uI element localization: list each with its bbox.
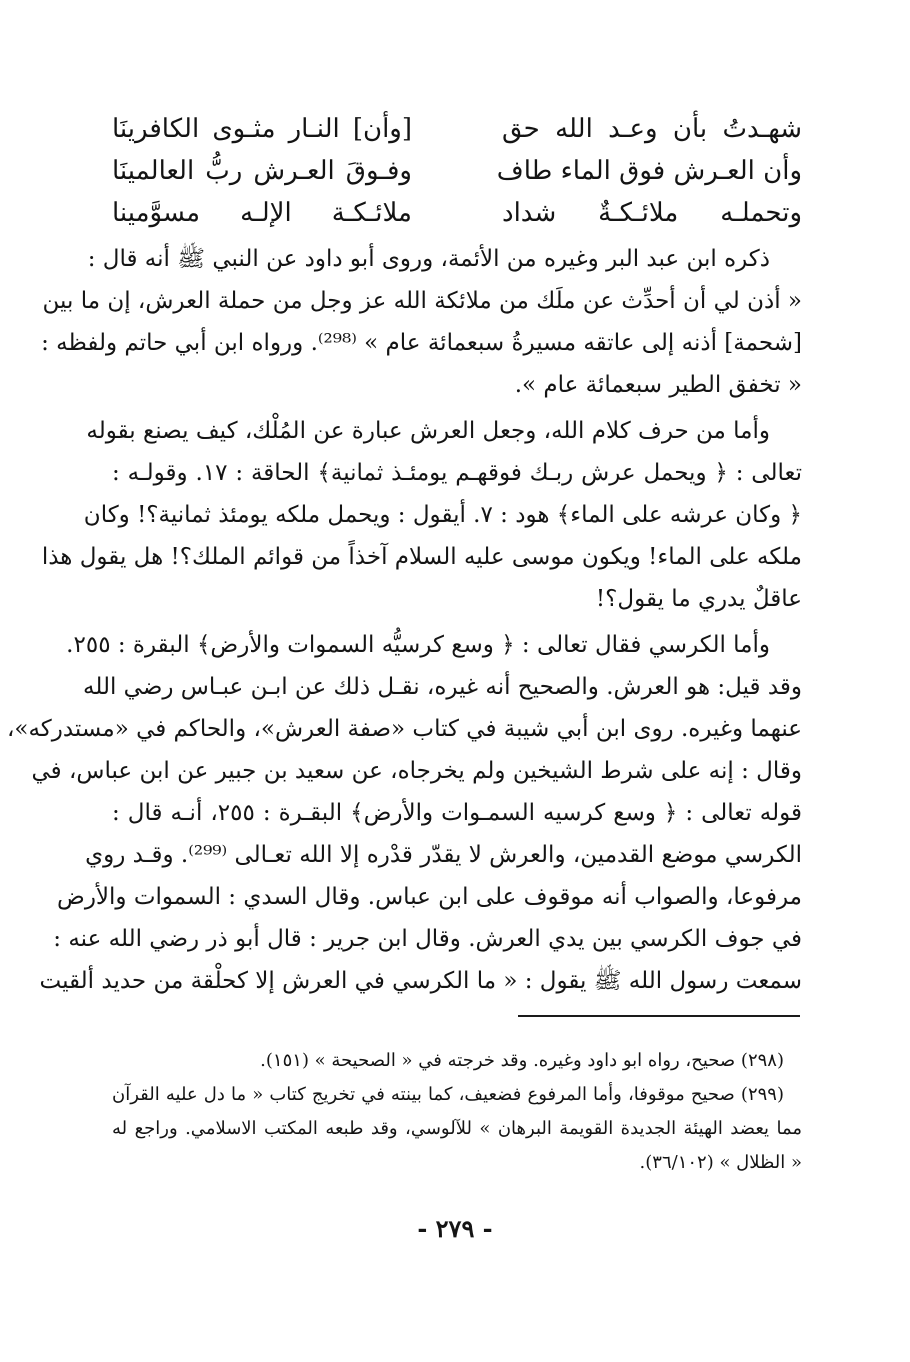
footnote-299-end: « الظلال » (٣٦/١٠٢). (639, 1152, 802, 1173)
text-line: عنهما وغيره. روى ابن أبي شيبة في كتاب «صفة العرش»، والحاكم في «مستدركه»، (6, 716, 802, 742)
poem-verse-3 (112, 192, 802, 234)
text-line: سمعت رسول الله ﷺ يقول : « ما الكرسي في العرش إلا كحلْقة من حديد ألقيت (39, 968, 802, 994)
text-line: « أذن لي أن أحدِّث عن ملَك من ملائكة الله عز وجل من حملة العرش، إن ما بين (42, 288, 802, 314)
text-line: تعالى : ﴿ ويحمل عرش ربـك فوقهـم يومئـذ ثمانية﴾ الحاقة : ١٧. وقولـه : (112, 460, 802, 486)
verse-3-first-hemistich: وتحملـه ملائـكـةٌ شداد (502, 198, 802, 228)
verse-3-second-hemistich: ملائـكـة الإلـه مسوَّمينا (112, 198, 412, 228)
main-text (6, 238, 802, 1002)
poem-verses (112, 108, 802, 234)
footnote-separator (518, 1015, 800, 1017)
text-line: الكرسي موضع القدمين، والعرش لا يقدّر قدْره إلا الله تعـالى ⁽²⁹⁹⁾. وقـد روي (85, 842, 802, 868)
text-line: وأما من حرف كلام الله، وجعل العرش عبارة عن المُلْك، كيف يصنع بقوله (86, 418, 770, 444)
footnote-299: (٢٩٩) صحيح موقوفا، وأما المرفوع فضعيف، كما بينته في تخريج كتاب « ما دل عليه القرآن (112, 1084, 784, 1105)
text-line: وقد قيل: هو العرش. والصحيح أنه غيره، نقـل ذلك عن ابـن عبـاس رضي الله (83, 674, 802, 700)
verse-2-first-hemistich: وأن العـرش فوق الماء طاف (496, 156, 802, 186)
text-line: [شحمة] أذنه إلى عاتقه مسيرةُ سبعمائة عام » ⁽²⁹⁸⁾. ورواه ابن أبي حاتم ولفظه : (41, 330, 802, 356)
text-line: مرفوعا، والصواب أنه موقوف على ابن عباس. وقال السدي : السموات والأرض (57, 884, 802, 910)
poem-verse-2 (112, 150, 802, 192)
verse-1-second-hemistich: [وأن] النـار مثـوى الكافرينَا (112, 114, 412, 144)
text-line: في جوف الكرسي بين يدي العرش. وقال ابن جرير : قال أبو ذر رضي الله عنه : (53, 926, 802, 952)
text-line: « تخفق الطير سبعمائة عام ». (514, 372, 802, 398)
page-number: - ٢٧٩ - (417, 1214, 493, 1243)
text-line: ملكه على الماء! ويكون موسى عليه السلام آخذاً من قوائم الملك؟! هل يقول هذا (41, 544, 802, 570)
text-line: عاقلٌ يدري ما يقول؟! (595, 586, 802, 612)
footnotes (112, 1044, 802, 1180)
text-line: قوله تعالى : ﴿ وسع كرسيه السمـوات والأرض﴾ البقـرة : ٢٥٥، أنـه قال : (112, 800, 802, 826)
verse-2-second-hemistich: وفـوقَ العـرش ربُّ العالمينَا (112, 156, 412, 186)
verse-1-first-hemistich: شهـدتُ بأن وعـد الله حق (502, 114, 802, 144)
poem-verse-1 (112, 108, 802, 150)
text-line: ﴿ وكان عرشه على الماء﴾ هود : ٧. أيقول : ويحمل ملكه يومئذ ثمانية؟! وكان (83, 502, 802, 528)
text-line: وأما الكرسي فقال تعالى : ﴿ وسع كرسيُّه السموات والأرض﴾ البقرة : ٢٥٥. (66, 632, 770, 658)
text-line: وقال : إنه على شرط الشيخين ولم يخرجاه، عن سعيد بن جبير عن ابن عباس، في (31, 758, 802, 784)
footnote-299-continued: مما يعضد الهيئة الجديدة القويمة البرهان » للآلوسي، وقد طبعه المكتب الاسلامي. وراجع له (112, 1118, 802, 1139)
text-line: ذكره ابن عبد البر وغيره من الأئمة، وروى أبو داود عن النبي ﷺ أنه قال : (87, 246, 770, 272)
footnote-298: (٢٩٨) صحيح، رواه ابو داود وغيره. وقد خرجته في « الصحيحة » (١٥١). (260, 1050, 784, 1071)
